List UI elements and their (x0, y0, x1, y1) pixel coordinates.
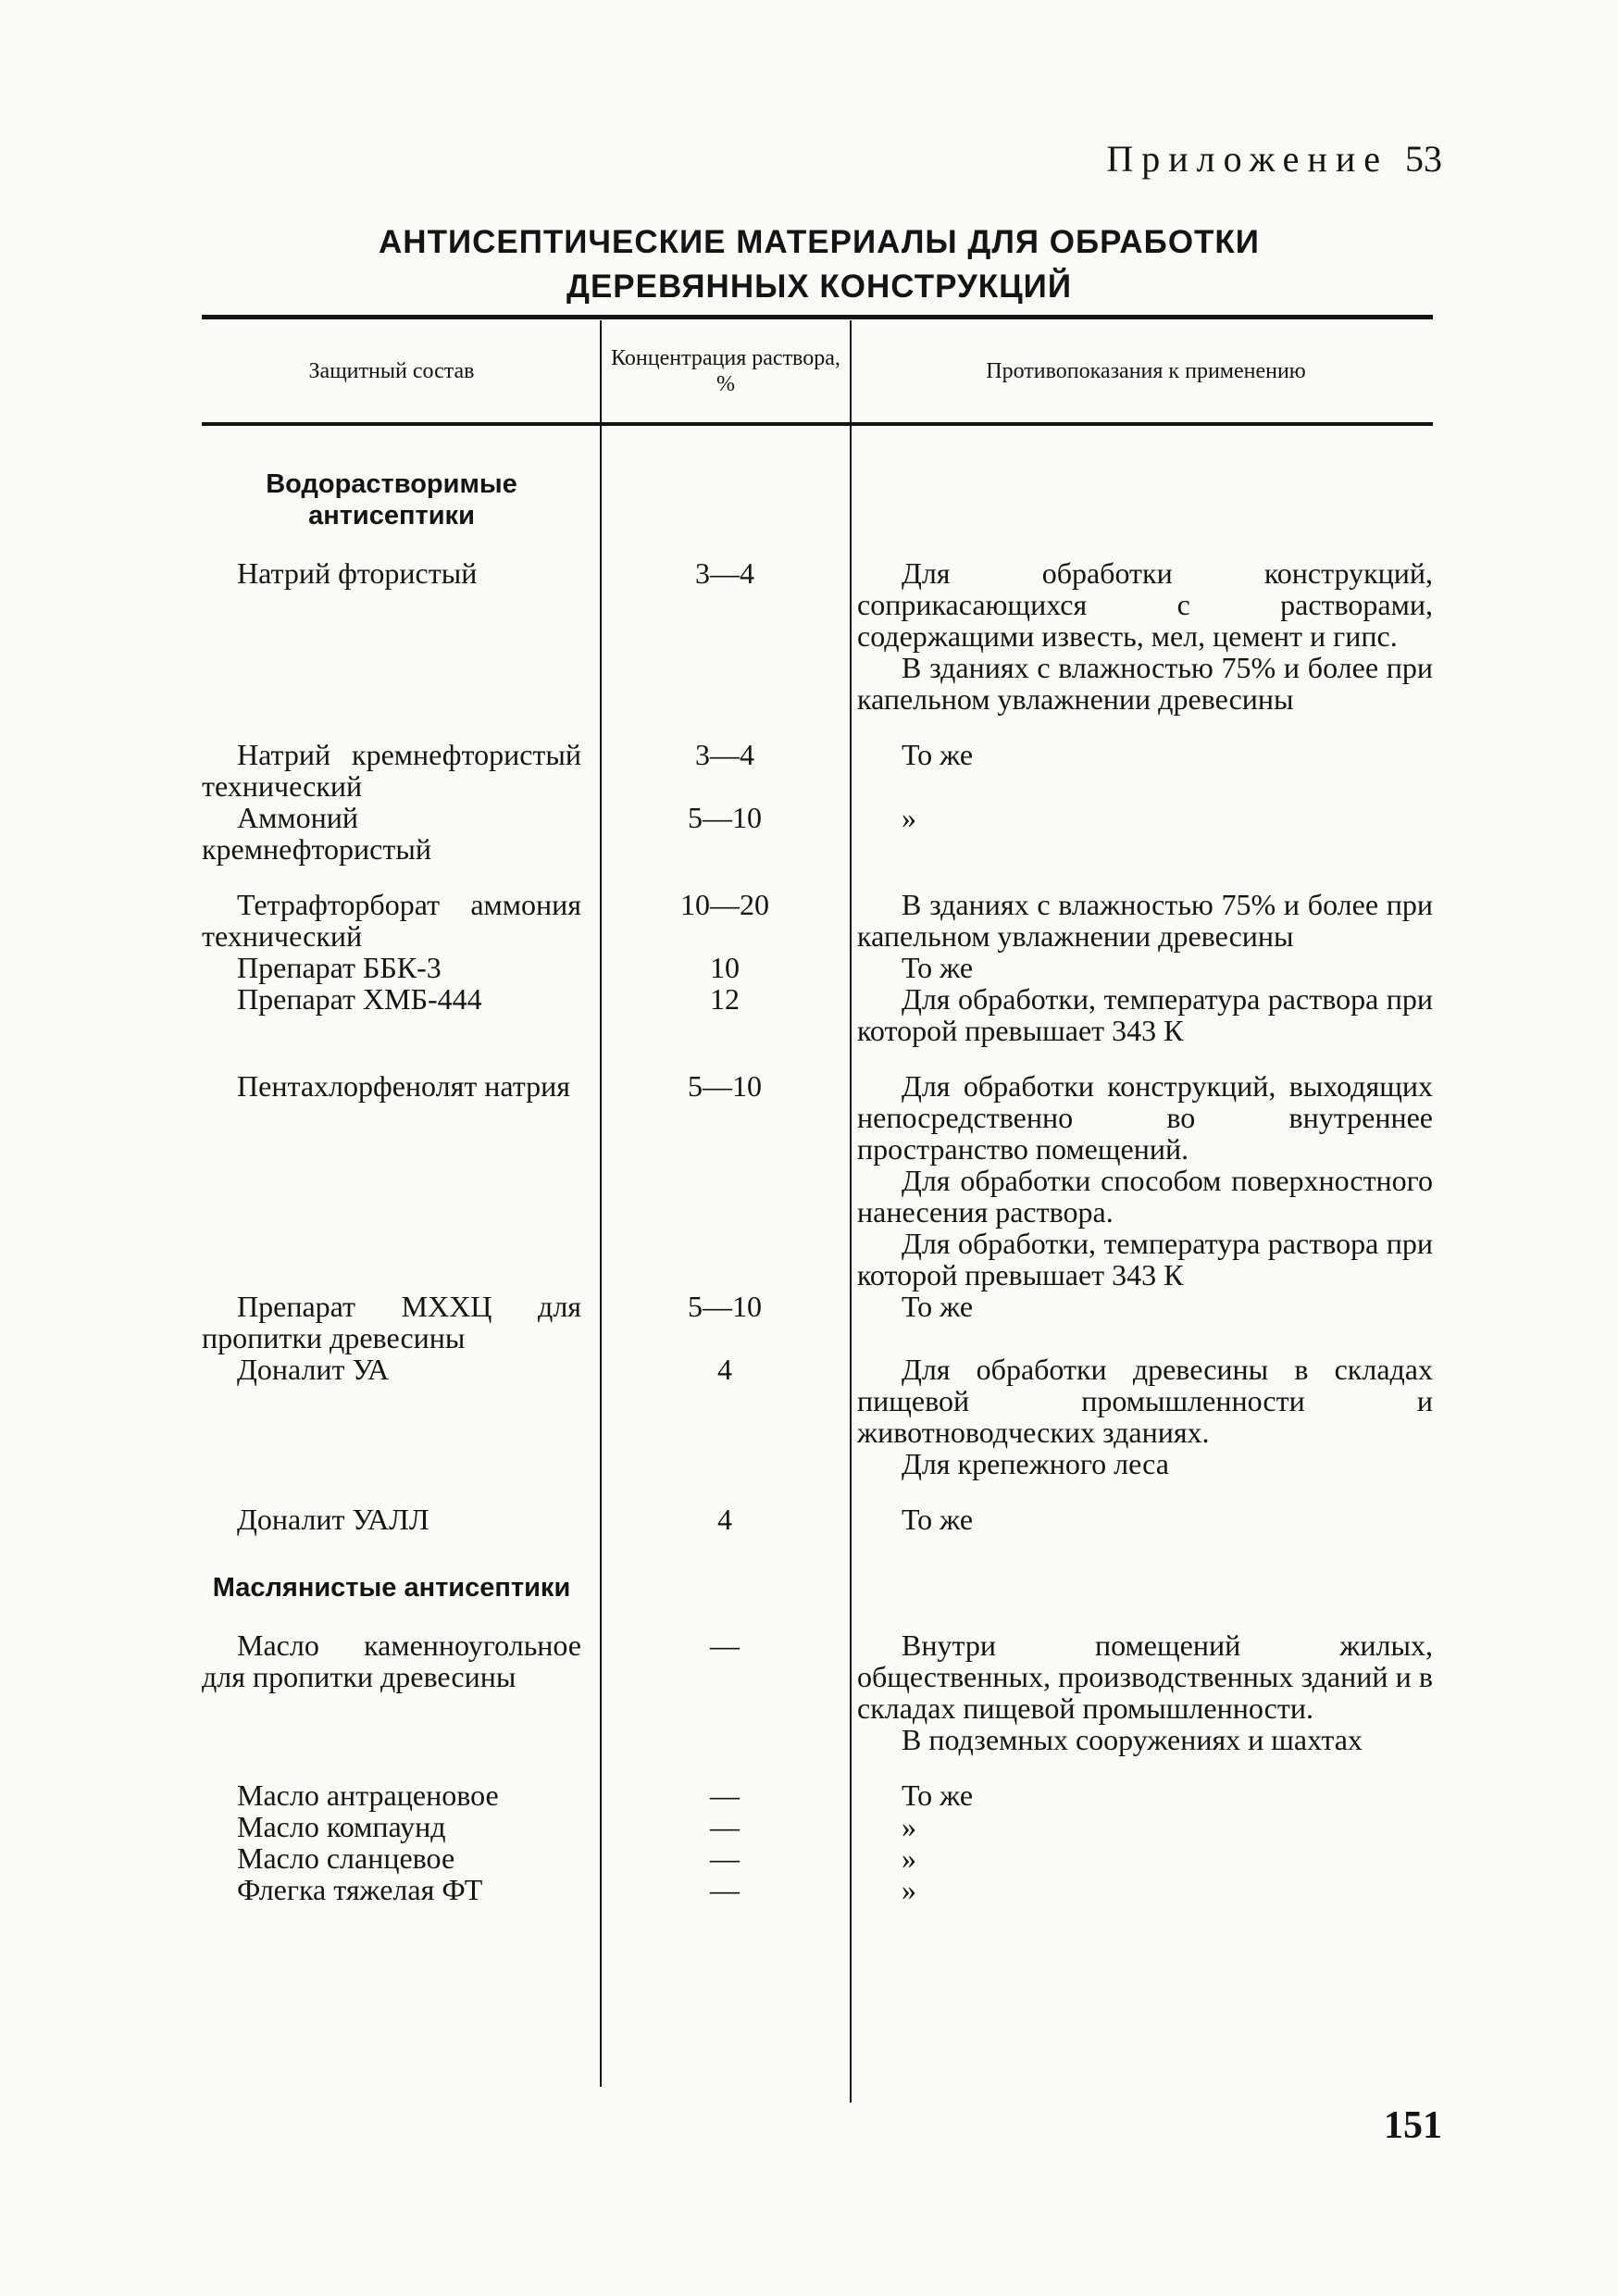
contraindication-cell (850, 1291, 1433, 1354)
contraindication-note: Для обработки древесины в складах пищевой промышленности и животноводческих зданиях. (857, 1353, 1433, 1449)
contraindication-cell (850, 1811, 1433, 1842)
contraindication-cell (850, 1504, 1433, 1535)
composition-name: Масло компаунд (237, 1810, 446, 1843)
appendix-number: 53 (1405, 138, 1442, 180)
contraindication-cell (850, 889, 1433, 952)
composition-cell (202, 1811, 600, 1842)
column-header-contraindications: Противопоказания к применению (986, 359, 1306, 383)
contraindication-note: Внутри помещений жилых, общественных, производственных зданий и в складах пищевой промышленности. (857, 1628, 1433, 1725)
concentration-value: — (710, 1778, 740, 1812)
table-row (202, 802, 1433, 865)
empty-cell (850, 1572, 1433, 1603)
composition-name: Натрий фтористый (237, 556, 478, 590)
concentration-value: 10—20 (680, 888, 769, 921)
table-row (202, 557, 1433, 715)
table-row (202, 1811, 1433, 1842)
contraindication-note: В зданиях с влажностью 75% и более при капельном увлажнении древесины (857, 651, 1433, 716)
composition-name: Препарат МХХЦ для пропитки древесины (202, 1290, 581, 1354)
contraindication-cell (850, 557, 1433, 715)
composition-name: Масло антраценовое (237, 1778, 499, 1812)
concentration-value: 10 (710, 951, 740, 984)
composition-name: Препарат ББК-3 (237, 951, 442, 984)
composition-cell (202, 1504, 600, 1535)
composition-name: Масло сланцевое (237, 1841, 455, 1875)
contraindication-note: Для обработки, температура раствора при которой превышает 343 К (857, 1227, 1433, 1292)
composition-cell (202, 557, 600, 715)
table-row (202, 1504, 1433, 1535)
contraindication-cell (850, 1842, 1433, 1874)
concentration-value: — (710, 1810, 740, 1843)
table-row (202, 1842, 1433, 1874)
table-row (202, 952, 1433, 983)
empty-cell (850, 468, 1433, 531)
concentration-value: 12 (710, 982, 740, 1016)
title-line-1: АНТИСЕПТИЧЕСКИЕ МАТЕРИАЛЫ ДЛЯ ОБРАБОТКИ (379, 224, 1260, 260)
contraindication-note: » (902, 1841, 916, 1875)
composition-cell (202, 952, 600, 983)
column-header-composition: Защитный состав (308, 359, 475, 383)
composition-name: Препарат ХМБ-444 (237, 982, 482, 1016)
contraindication-cell (850, 1874, 1433, 1905)
table-header-rule (202, 422, 1433, 426)
empty-cell (600, 1572, 850, 1603)
appendix-label (1106, 137, 1442, 181)
contraindication-cell (850, 1629, 1433, 1755)
contraindication-note: Для обработки конструкций, выходящих непосредственно во внутреннее пространство помещений. (857, 1069, 1433, 1166)
composition-cell (202, 889, 600, 952)
column-header-concentration: Концентрация раствора, % (611, 346, 840, 396)
table-row (202, 889, 1433, 952)
composition-cell (202, 983, 600, 1046)
contraindication-note: » (902, 1810, 916, 1843)
concentration-value: 3—4 (695, 556, 754, 590)
contraindication-cell (850, 739, 1433, 802)
composition-cell (202, 1779, 600, 1811)
contraindication-note: Для обработки конструкций, соприкасающихся с растворами, содержащими известь, мел, цемент и гипс. (857, 556, 1433, 653)
concentration-value: — (710, 1841, 740, 1875)
composition-cell (202, 802, 600, 865)
composition-name: Пентахлорфенолят натрия (237, 1069, 571, 1103)
section-heading: Водорастворимые антисептики (266, 469, 517, 530)
contraindication-note: В зданиях с влажностью 75% и более при капельном увлажнении древесины (857, 888, 1433, 953)
table-row (202, 1779, 1433, 1811)
contraindication-note: То же (902, 1503, 974, 1536)
contraindication-note: Для обработки способом поверхностного нанесения раствора. (857, 1164, 1433, 1229)
composition-name: Аммоний кремнефтористый (202, 801, 431, 866)
contraindication-note: Для обработки, температура раствора при которой превышает 343 К (857, 982, 1433, 1047)
contraindication-note: В подземных сооружениях и шахтах (902, 1723, 1363, 1756)
title-line-2: ДЕРЕВЯННЫХ КОНСТРУКЦИЙ (566, 268, 1072, 305)
concentration-value: 5—10 (688, 801, 762, 834)
composition-cell (202, 1629, 600, 1755)
composition-cell (202, 1874, 600, 1905)
section-heading-row (202, 468, 1433, 531)
table-row (202, 983, 1433, 1046)
contraindication-cell (850, 1354, 1433, 1479)
concentration-value: — (710, 1628, 740, 1662)
contraindication-note: Для крепежного леса (902, 1447, 1169, 1480)
section-heading: Маслянистые антисептики (212, 1573, 571, 1603)
concentration-value: 4 (717, 1353, 732, 1386)
contraindication-note: То же (902, 1290, 974, 1323)
contraindication-note: То же (902, 951, 974, 984)
composition-cell (202, 1070, 600, 1291)
contraindication-cell (850, 952, 1433, 983)
appendix-word: Приложение (1106, 138, 1388, 180)
section-heading-row (202, 1572, 1433, 1603)
page-number: 151 (1384, 2104, 1442, 2147)
contraindication-note: » (902, 1873, 916, 1906)
table-row (202, 1354, 1433, 1479)
table-top-rule (202, 315, 1433, 319)
contraindication-note: То же (902, 738, 974, 771)
table-body (202, 459, 1433, 1905)
composition-name: Масло каменноугольное для пропитки древесины (202, 1628, 581, 1693)
contraindication-cell (850, 1779, 1433, 1811)
composition-name: Флегка тяжелая ФТ (237, 1873, 483, 1906)
concentration-value: 4 (717, 1503, 732, 1536)
contraindication-cell (850, 1070, 1433, 1291)
concentration-value: 3—4 (695, 738, 754, 771)
concentration-value: — (710, 1873, 740, 1906)
composition-name: Натрий кремнефтористый технический (202, 738, 581, 803)
composition-cell (202, 1842, 600, 1874)
composition-name: Доналит УА (237, 1353, 390, 1386)
concentration-value: 5—10 (688, 1069, 762, 1103)
table-row (202, 1070, 1433, 1291)
composition-cell (202, 1354, 600, 1479)
table-row (202, 1874, 1433, 1905)
empty-cell (600, 468, 850, 531)
contraindication-note: » (902, 801, 916, 834)
contraindication-cell (850, 983, 1433, 1046)
composition-cell (202, 739, 600, 802)
composition-name: Тетрафторборат аммония технический (202, 888, 581, 953)
page-title (204, 220, 1435, 309)
table-row (202, 1629, 1433, 1755)
table-row (202, 739, 1433, 802)
composition-cell (202, 1291, 600, 1354)
composition-name: Доналит УАЛЛ (237, 1503, 429, 1536)
contraindication-note: То же (902, 1778, 974, 1812)
table-row (202, 1291, 1433, 1354)
contraindication-cell (850, 802, 1433, 865)
concentration-value: 5—10 (688, 1290, 762, 1323)
